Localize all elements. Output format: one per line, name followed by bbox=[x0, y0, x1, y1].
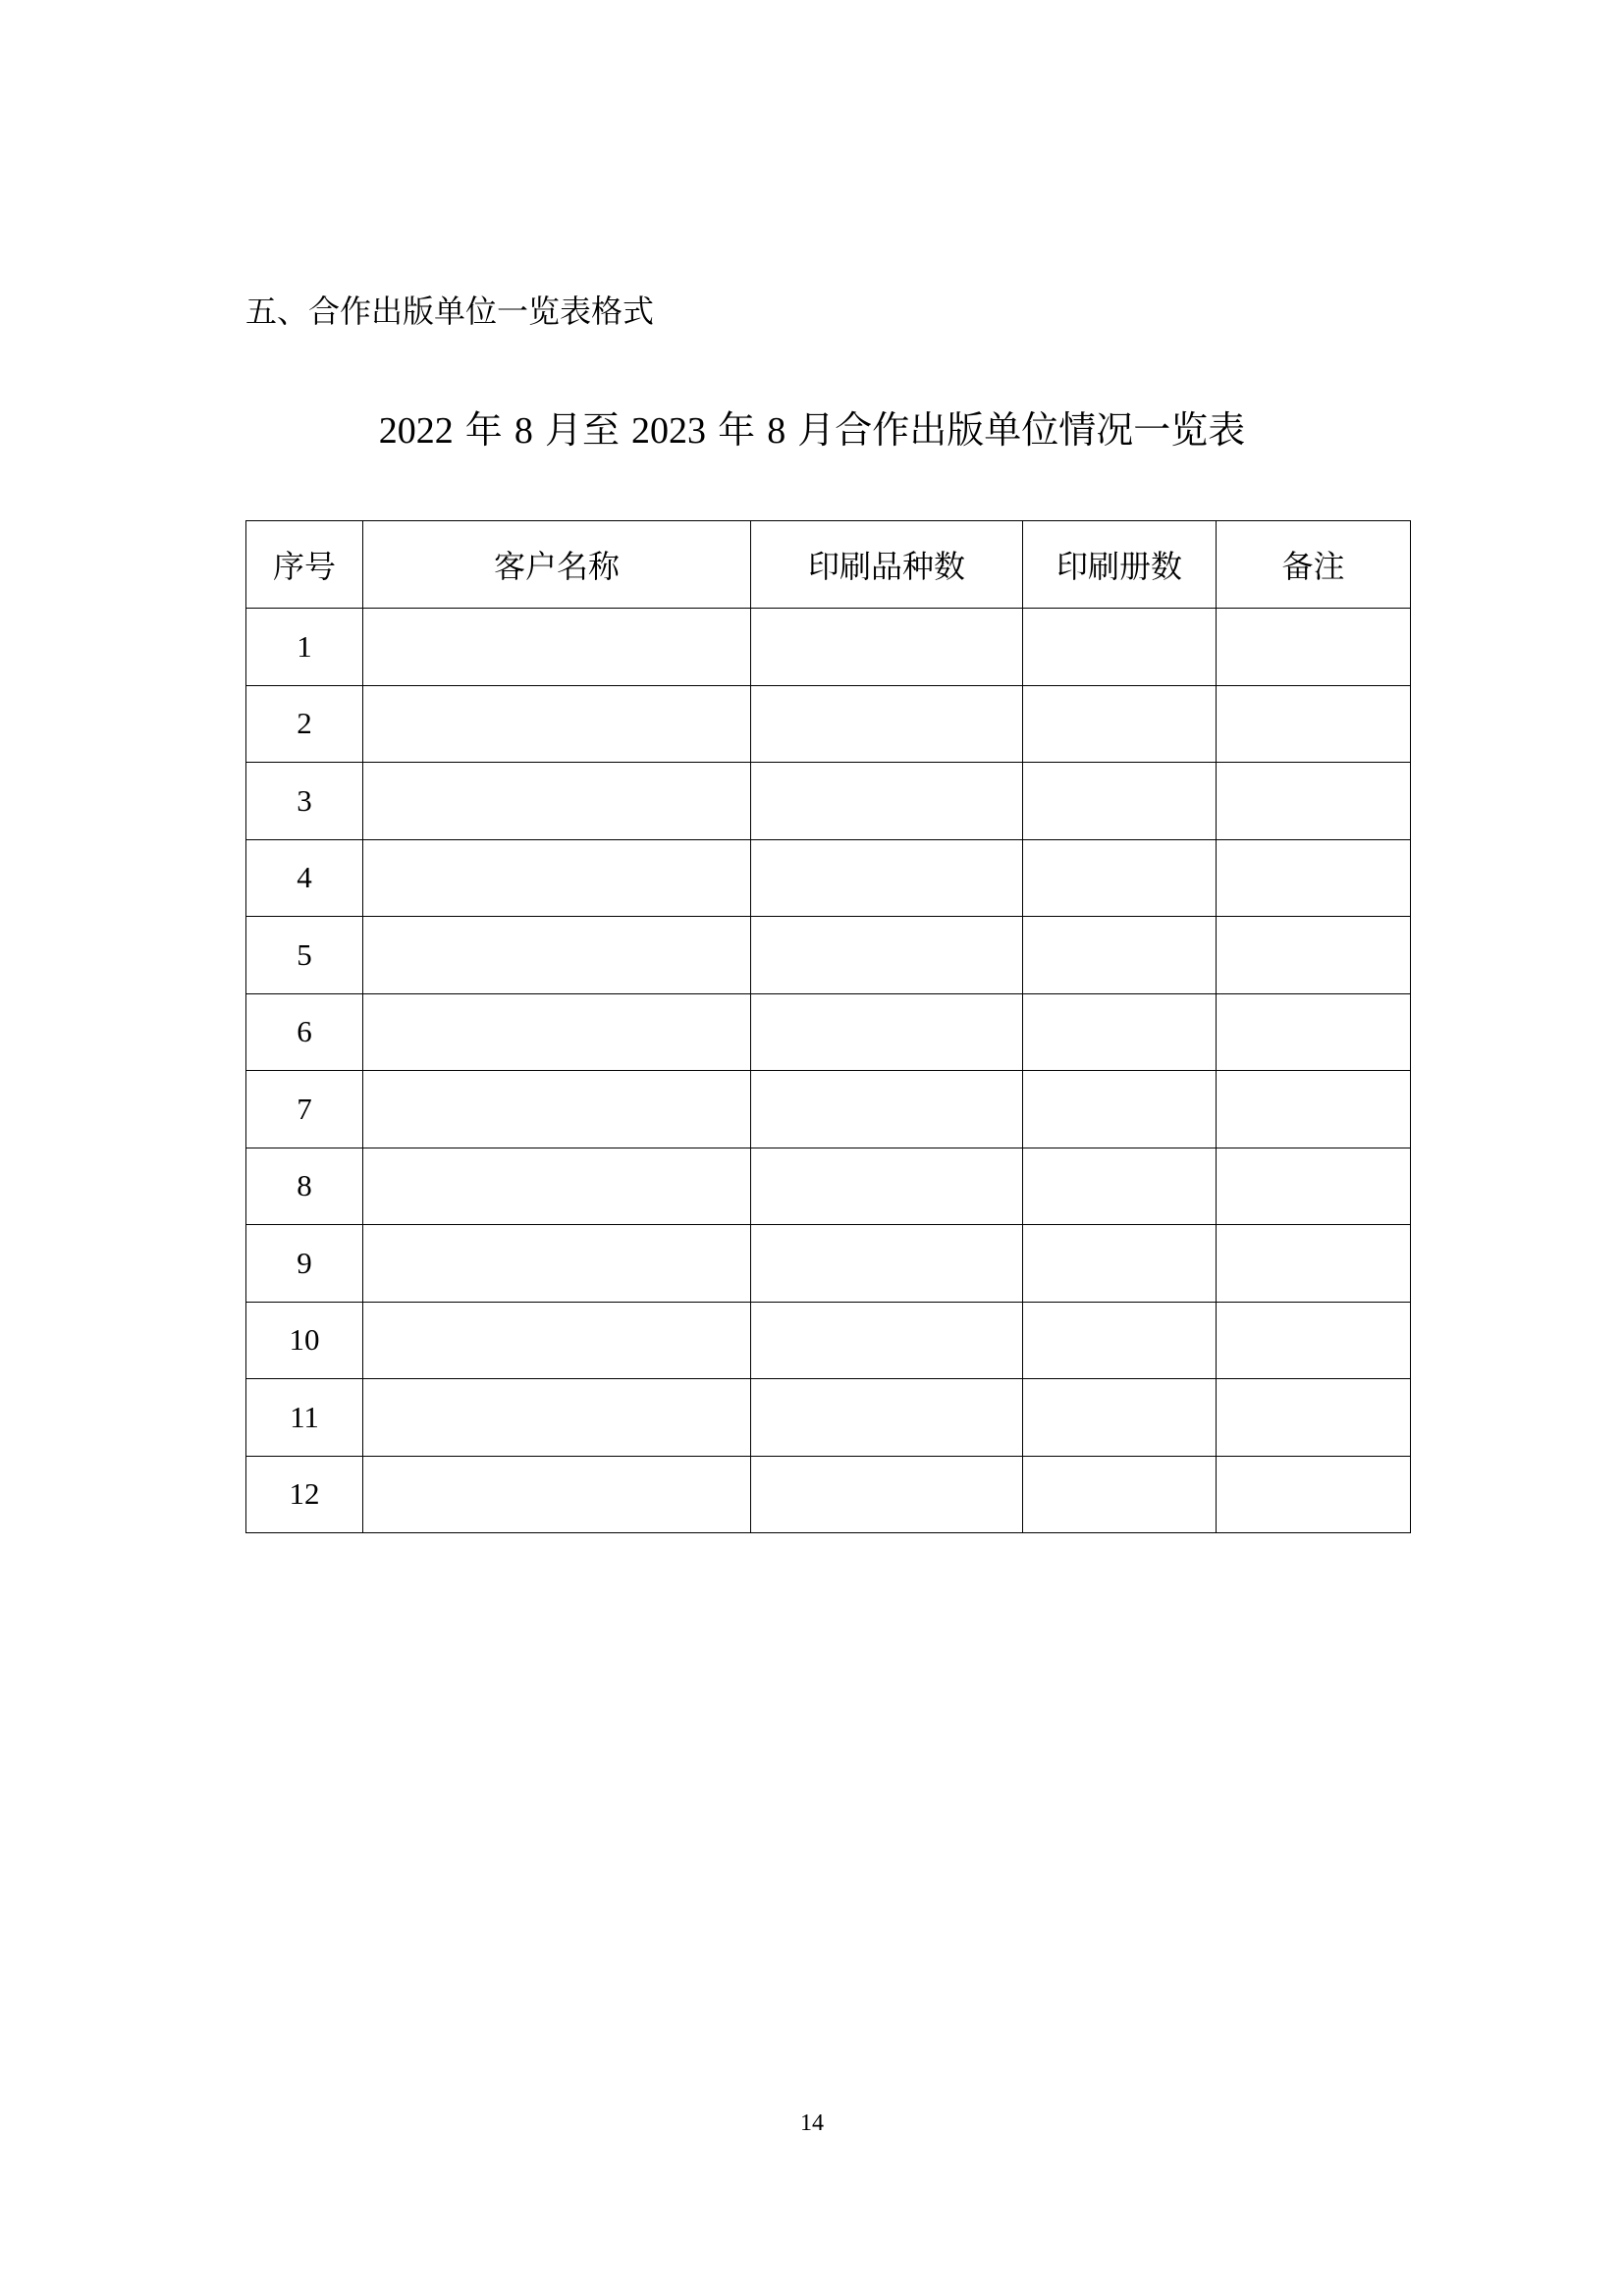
cell-print-copies bbox=[1023, 917, 1217, 994]
cell-client-name bbox=[363, 1456, 751, 1533]
cell-print-varieties bbox=[751, 609, 1023, 686]
cell-serial-number: 9 bbox=[246, 1225, 363, 1303]
cell-print-varieties bbox=[751, 763, 1023, 840]
cell-print-copies bbox=[1023, 1225, 1217, 1303]
cell-remarks bbox=[1217, 763, 1411, 840]
cell-client-name bbox=[363, 839, 751, 917]
cell-remarks bbox=[1217, 609, 1411, 686]
title-text-4: 月合作出版单位情况一览表 bbox=[785, 408, 1246, 452]
header-serial-number: 序号 bbox=[246, 521, 363, 609]
cell-client-name bbox=[363, 1225, 751, 1303]
cell-serial-number: 8 bbox=[246, 1148, 363, 1225]
cell-print-varieties bbox=[751, 1071, 1023, 1148]
title-text-2: 月至 bbox=[532, 408, 632, 452]
cell-client-name bbox=[363, 1379, 751, 1457]
cell-remarks bbox=[1217, 1071, 1411, 1148]
title-year-end: 2023 bbox=[631, 410, 707, 452]
cell-client-name bbox=[363, 763, 751, 840]
title-text-1: 年 bbox=[453, 408, 514, 452]
title-month-end: 8 bbox=[767, 410, 786, 452]
cell-print-copies bbox=[1023, 1379, 1217, 1457]
title-text-3: 年 bbox=[706, 408, 768, 452]
section-heading: 五、合作出版单位一览表格式 bbox=[245, 293, 655, 330]
cell-serial-number: 12 bbox=[246, 1456, 363, 1533]
cell-print-copies bbox=[1023, 1071, 1217, 1148]
header-print-copies: 印刷册数 bbox=[1023, 521, 1217, 609]
cell-serial-number: 5 bbox=[246, 917, 363, 994]
table-row bbox=[246, 685, 1411, 763]
cell-serial-number: 4 bbox=[246, 839, 363, 917]
table-row bbox=[246, 609, 1411, 686]
cell-client-name bbox=[363, 685, 751, 763]
cell-client-name bbox=[363, 1148, 751, 1225]
cell-client-name bbox=[363, 1071, 751, 1148]
cell-client-name bbox=[363, 609, 751, 686]
cell-serial-number: 6 bbox=[246, 993, 363, 1071]
cell-remarks bbox=[1217, 1302, 1411, 1379]
cell-serial-number: 7 bbox=[246, 1071, 363, 1148]
cell-remarks bbox=[1217, 1379, 1411, 1457]
table-row bbox=[246, 1456, 1411, 1533]
cell-print-copies bbox=[1023, 1148, 1217, 1225]
table-row bbox=[246, 763, 1411, 840]
table-row bbox=[246, 1302, 1411, 1379]
cell-print-varieties bbox=[751, 685, 1023, 763]
cell-print-copies bbox=[1023, 839, 1217, 917]
title-month-start: 8 bbox=[514, 410, 533, 452]
cell-print-varieties bbox=[751, 993, 1023, 1071]
page-number: 14 bbox=[800, 2110, 824, 2136]
cell-serial-number: 11 bbox=[246, 1379, 363, 1457]
table-row bbox=[246, 1379, 1411, 1457]
table-row bbox=[246, 1148, 1411, 1225]
cell-serial-number: 3 bbox=[246, 763, 363, 840]
cell-serial-number: 2 bbox=[246, 685, 363, 763]
table-row bbox=[246, 839, 1411, 917]
cell-print-varieties bbox=[751, 1148, 1023, 1225]
cell-print-copies bbox=[1023, 1302, 1217, 1379]
cell-serial-number: 1 bbox=[246, 609, 363, 686]
header-client-name: 客户名称 bbox=[363, 521, 751, 609]
cell-print-varieties bbox=[751, 1456, 1023, 1533]
header-print-varieties: 印刷品种数 bbox=[751, 521, 1023, 609]
cell-print-varieties bbox=[751, 1302, 1023, 1379]
cell-print-varieties bbox=[751, 1379, 1023, 1457]
table-row bbox=[246, 1225, 1411, 1303]
cell-print-copies bbox=[1023, 993, 1217, 1071]
header-remarks: 备注 bbox=[1217, 521, 1411, 609]
cooperation-units-table bbox=[245, 520, 1411, 1533]
cell-client-name bbox=[363, 993, 751, 1071]
cell-print-copies bbox=[1023, 1456, 1217, 1533]
table-row bbox=[246, 917, 1411, 994]
cell-remarks bbox=[1217, 685, 1411, 763]
cell-print-copies bbox=[1023, 609, 1217, 686]
table-row bbox=[246, 993, 1411, 1071]
table-row bbox=[246, 1071, 1411, 1148]
cell-print-varieties bbox=[751, 917, 1023, 994]
cell-remarks bbox=[1217, 1148, 1411, 1225]
cell-client-name bbox=[363, 1302, 751, 1379]
cell-client-name bbox=[363, 917, 751, 994]
table-title bbox=[0, 406, 1624, 454]
cell-remarks bbox=[1217, 1456, 1411, 1533]
cell-print-varieties bbox=[751, 839, 1023, 917]
title-year-start: 2022 bbox=[378, 410, 454, 452]
cell-remarks bbox=[1217, 1225, 1411, 1303]
table-header-row bbox=[246, 521, 1411, 609]
cell-print-copies bbox=[1023, 763, 1217, 840]
cell-print-varieties bbox=[751, 1225, 1023, 1303]
cell-remarks bbox=[1217, 839, 1411, 917]
cell-remarks bbox=[1217, 917, 1411, 994]
cell-remarks bbox=[1217, 993, 1411, 1071]
cell-print-copies bbox=[1023, 685, 1217, 763]
cell-serial-number: 10 bbox=[246, 1302, 363, 1379]
